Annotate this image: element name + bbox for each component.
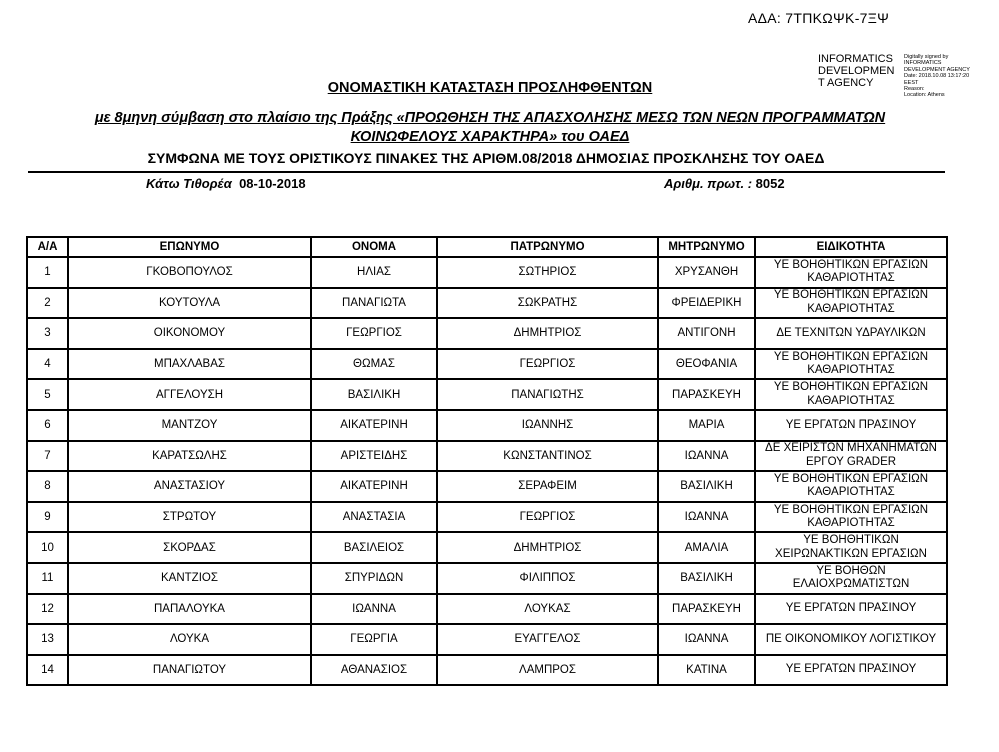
cell-father-name: ΔΗΜΗΤΡΙΟΣ <box>437 318 658 349</box>
cell-aa: 8 <box>27 471 68 502</box>
signature-detail-line: DEVELOPMENT AGENCY <box>904 66 970 73</box>
column-header-aa: Α/Α <box>27 237 68 257</box>
hires-table <box>26 236 948 686</box>
cell-specialty: ΥΕ ΒΟΗΘΗΤΙΚΩΝ ΕΡΓΑΣΙΩΝ ΚΑΘΑΡΙΟΤΗΤΑΣ <box>755 288 947 319</box>
place-date <box>146 176 306 191</box>
cell-aa: 13 <box>27 624 68 655</box>
document-subtitle <box>0 109 980 147</box>
cell-surname: ΑΝΑΣΤΑΣΙΟΥ <box>68 471 311 502</box>
cell-surname: ΛΟΥΚΑ <box>68 624 311 655</box>
cell-surname: ΠΑΝΑΓΙΩΤΟΥ <box>68 655 311 686</box>
cell-specialty: ΥΕ ΒΟΗΘΗΤΙΚΩΝ ΕΡΓΑΣΙΩΝ ΚΑΘΑΡΙΟΤΗΤΑΣ <box>755 379 947 410</box>
signature-detail-line: Digitally signed by <box>904 54 949 60</box>
table-row <box>27 563 947 594</box>
cell-name: ΒΑΣΙΛΙΚΗ <box>311 379 437 410</box>
cell-mother-name: ΙΩΑΝΝΑ <box>658 441 755 472</box>
cell-name: ΣΠΥΡΙΔΩΝ <box>311 563 437 594</box>
cell-specialty: ΔΕ ΤΕΧΝΙΤΩΝ ΥΔΡΑΥΛΙΚΩΝ <box>755 318 947 349</box>
cell-specialty: ΥΕ ΕΡΓΑΤΩΝ ΠΡΑΣΙΝΟΥ <box>755 410 947 441</box>
protocol-value: 8052 <box>755 176 785 191</box>
cell-father-name: ΦΙΛΙΠΠΟΣ <box>437 563 658 594</box>
cell-father-name: ΛΟΥΚΑΣ <box>437 594 658 625</box>
cell-father-name: ΕΥΑΓΓΕΛΟΣ <box>437 624 658 655</box>
protocol-number <box>664 176 785 191</box>
cell-aa: 10 <box>27 532 68 563</box>
cell-name: ΓΕΩΡΓΙΟΣ <box>311 318 437 349</box>
cell-surname: ΟΙΚΟΝΟΜΟΥ <box>68 318 311 349</box>
column-header-specialty: ΕΙΔΙΚΟΤΗΤΑ <box>755 237 947 257</box>
protocol-label: Αριθμ. πρωτ. : <box>664 176 753 191</box>
cell-specialty: ΥΕ ΒΟΗΘΩΝ ΕΛΑΙΟΧΡΩΜΑΤΙΣΤΩΝ <box>755 563 947 594</box>
header-divider <box>28 171 945 173</box>
cell-specialty: ΥΕ ΕΡΓΑΤΩΝ ΠΡΑΣΙΝΟΥ <box>755 594 947 625</box>
cell-name: ΒΑΣΙΛΕΙΟΣ <box>311 532 437 563</box>
place-name: Κάτω Τιθορέα <box>146 176 232 191</box>
cell-name: ΑΡΙΣΤΕΙΔΗΣ <box>311 441 437 472</box>
cell-mother-name: ΧΡΥΣΑΝΘΗ <box>658 257 755 288</box>
cell-mother-name: ΑΜΑΛΙΑ <box>658 532 755 563</box>
table-row <box>27 624 947 655</box>
cell-mother-name: ΠΑΡΑΣΚΕΥΗ <box>658 379 755 410</box>
cell-surname: ΚΑΡΑΤΣΩΛΗΣ <box>68 441 311 472</box>
cell-surname: ΣΚΟΡΔΑΣ <box>68 532 311 563</box>
cell-aa: 2 <box>27 288 68 319</box>
cell-aa: 9 <box>27 502 68 533</box>
cell-mother-name: ΑΝΤΙΓΟΝΗ <box>658 318 755 349</box>
table-row <box>27 655 947 686</box>
cell-aa: 14 <box>27 655 68 686</box>
subtitle-line-1: με 8μηνη σύμβαση στο πλαίσιο της Πράξης «ΠΡΟΩΘΗΣΗ ΤΗΣ ΑΠΑΣΧΟΛΗΣΗΣ ΜΕΣΩ ΤΩΝ ΝΕΩΝ ΠΡΟΓΡΑΜΜΑΤΩΝ <box>94 110 886 126</box>
cell-surname: ΣΤΡΩΤΟΥ <box>68 502 311 533</box>
column-header-mother-name: ΜΗΤΡΩΝΥΜΟ <box>658 237 755 257</box>
table-row <box>27 410 947 441</box>
cell-father-name: ΚΩΝΣΤΑΝΤΙΝΟΣ <box>437 441 658 472</box>
cell-father-name: ΣΕΡΑΦΕΙΜ <box>437 471 658 502</box>
table-row <box>27 379 947 410</box>
cell-aa: 11 <box>27 563 68 594</box>
cell-specialty: ΥΕ ΒΟΗΘΗΤΙΚΩΝ ΕΡΓΑΣΙΩΝ ΚΑΘΑΡΙΟΤΗΤΑΣ <box>755 502 947 533</box>
table-row <box>27 471 947 502</box>
cell-mother-name: ΒΑΣΙΛΙΚΗ <box>658 563 755 594</box>
signature-detail-line: EEST <box>904 79 919 86</box>
table-row <box>27 288 947 319</box>
table-header-row <box>27 237 947 257</box>
signature-detail-line: Location: Athens <box>904 92 945 99</box>
cell-name: ΙΩΑΝΝΑ <box>311 594 437 625</box>
cell-father-name: ΠΑΝΑΓΙΩΤΗΣ <box>437 379 658 410</box>
column-header-father-name: ΠΑΤΡΩΝΥΜΟ <box>437 237 658 257</box>
document-title: ΟΝΟΜΑΣΤΙΚΗ ΚΑΤΑΣΤΑΣΗ ΠΡΟΣΛΗΦΘΕΝΤΩΝ <box>327 80 653 96</box>
cell-aa: 1 <box>27 257 68 288</box>
table-row <box>27 441 947 472</box>
cell-mother-name: ΜΑΡΙΑ <box>658 410 755 441</box>
cell-aa: 5 <box>27 379 68 410</box>
cell-surname: ΜΑΝΤΖΟΥ <box>68 410 311 441</box>
cell-mother-name: ΦΡΕΙΔΕΡΙΚΗ <box>658 288 755 319</box>
cell-mother-name: ΙΩΑΝΝΑ <box>658 502 755 533</box>
cell-aa: 12 <box>27 594 68 625</box>
column-header-name: ΟΝΟΜΑ <box>311 237 437 257</box>
table-row <box>27 318 947 349</box>
signature-org-line: INFORMATICS <box>818 53 893 65</box>
cell-mother-name: ΘΕΟΦΑΝΙΑ <box>658 349 755 380</box>
cell-specialty: ΠΕ ΟΙΚΟΝΟΜΙΚΟΥ ΛΟΓΙΣΤΙΚΟΥ <box>755 624 947 655</box>
cell-surname: ΜΠΑΧΛΑΒΑΣ <box>68 349 311 380</box>
cell-specialty: ΥΕ ΒΟΗΘΗΤΙΚΩΝ ΧΕΙΡΩΝΑΚΤΙΚΩΝ ΕΡΓΑΣΙΩΝ <box>755 532 947 563</box>
cell-specialty: ΔΕ ΧΕΙΡΙΣΤΩΝ ΜΗΧΑΝΗΜΑΤΩΝ ΕΡΓΟΥ GRADER <box>755 441 947 472</box>
cell-surname: ΚΟΥΤΟΥΛΑ <box>68 288 311 319</box>
cell-name: ΑΝΑΣΤΑΣΙΑ <box>311 502 437 533</box>
signature-org-line: DEVELOPMEN <box>818 65 895 77</box>
table-row <box>27 349 947 380</box>
table-row <box>27 502 947 533</box>
cell-father-name: ΣΩΤΗΡΙΟΣ <box>437 257 658 288</box>
ada-code: ΑΔΑ: 7ΤΠΚΩΨΚ-7ΞΨ <box>748 10 890 26</box>
cell-specialty: ΥΕ ΒΟΗΘΗΤΙΚΩΝ ΕΡΓΑΣΙΩΝ ΚΑΘΑΡΙΟΤΗΤΑΣ <box>755 349 947 380</box>
cell-surname: ΓΚΟΒΟΠΟΥΛΟΣ <box>68 257 311 288</box>
cell-mother-name: ΠΑΡΑΣΚΕΥΗ <box>658 594 755 625</box>
cell-surname: ΠΑΠΑΛΟΥΚΑ <box>68 594 311 625</box>
table-row <box>27 532 947 563</box>
cell-specialty: ΥΕ ΒΟΗΘΗΤΙΚΩΝ ΕΡΓΑΣΙΩΝ ΚΑΘΑΡΙΟΤΗΤΑΣ <box>755 471 947 502</box>
cell-mother-name: ΚΑΤΙΝΑ <box>658 655 755 686</box>
cell-surname: ΑΓΓΕΛΟΥΣΗ <box>68 379 311 410</box>
column-header-surname: ΕΠΩΝΥΜΟ <box>68 237 311 257</box>
cell-name: ΠΑΝΑΓΙΩΤΑ <box>311 288 437 319</box>
signature-detail-line: Date: 2018.10.08 13:17:20 <box>904 73 970 80</box>
cell-aa: 4 <box>27 349 68 380</box>
cell-name: ΗΛΙΑΣ <box>311 257 437 288</box>
cell-name: ΑΙΚΑΤΕΡΙΝΗ <box>311 471 437 502</box>
cell-name: ΓΕΩΡΓΙΑ <box>311 624 437 655</box>
signature-org-line: T AGENCY <box>818 77 874 89</box>
cell-aa: 7 <box>27 441 68 472</box>
table-row <box>27 257 947 288</box>
cell-specialty: ΥΕ ΒΟΗΘΗΤΙΚΩΝ ΕΡΓΑΣΙΩΝ ΚΑΘΑΡΙΟΤΗΤΑΣ <box>755 257 947 288</box>
cell-name: ΑΘΑΝΑΣΙΟΣ <box>311 655 437 686</box>
document-date: 08-10-2018 <box>239 176 306 191</box>
cell-father-name: ΣΩΚΡΑΤΗΣ <box>437 288 658 319</box>
cell-specialty: ΥΕ ΕΡΓΑΤΩΝ ΠΡΑΣΙΝΟΥ <box>755 655 947 686</box>
cell-aa: 3 <box>27 318 68 349</box>
cell-father-name: ΔΗΜΗΤΡΙΟΣ <box>437 532 658 563</box>
cell-surname: ΚΑΝΤΖΙΟΣ <box>68 563 311 594</box>
cell-name: ΑΙΚΑΤΕΡΙΝΗ <box>311 410 437 441</box>
cell-name: ΘΩΜΑΣ <box>311 349 437 380</box>
cell-father-name: ΓΕΩΡΓΙΟΣ <box>437 349 658 380</box>
cell-mother-name: ΙΩΑΝΝΑ <box>658 624 755 655</box>
reference-line: ΣΥΜΦΩΝΑ ΜΕ ΤΟΥΣ ΟΡΙΣΤΙΚΟΥΣ ΠΙΝΑΚΕΣ ΤΗΣ ΑΡΙΘΜ.08/2018 ΔΗΜΟΣΙΑΣ ΠΡΟΣΚΛΗΣΗΣ ΤΟΥ ΟΑΕΔ <box>147 150 825 166</box>
subtitle-line-2: ΚΟΙΝΩΦΕΛΟΥΣ ΧΑΡΑΚΤΗΡΑ» του ΟΑΕΔ <box>350 129 630 145</box>
cell-mother-name: ΒΑΣΙΛΙΚΗ <box>658 471 755 502</box>
signature-detail-line: INFORMATICS <box>904 60 942 67</box>
cell-father-name: ΓΕΩΡΓΙΟΣ <box>437 502 658 533</box>
signature-detail-line: Reason: <box>904 86 925 93</box>
cell-aa: 6 <box>27 410 68 441</box>
cell-father-name: ΛΑΜΠΡΟΣ <box>437 655 658 686</box>
cell-father-name: ΙΩΑΝΝΗΣ <box>437 410 658 441</box>
table-row <box>27 594 947 625</box>
